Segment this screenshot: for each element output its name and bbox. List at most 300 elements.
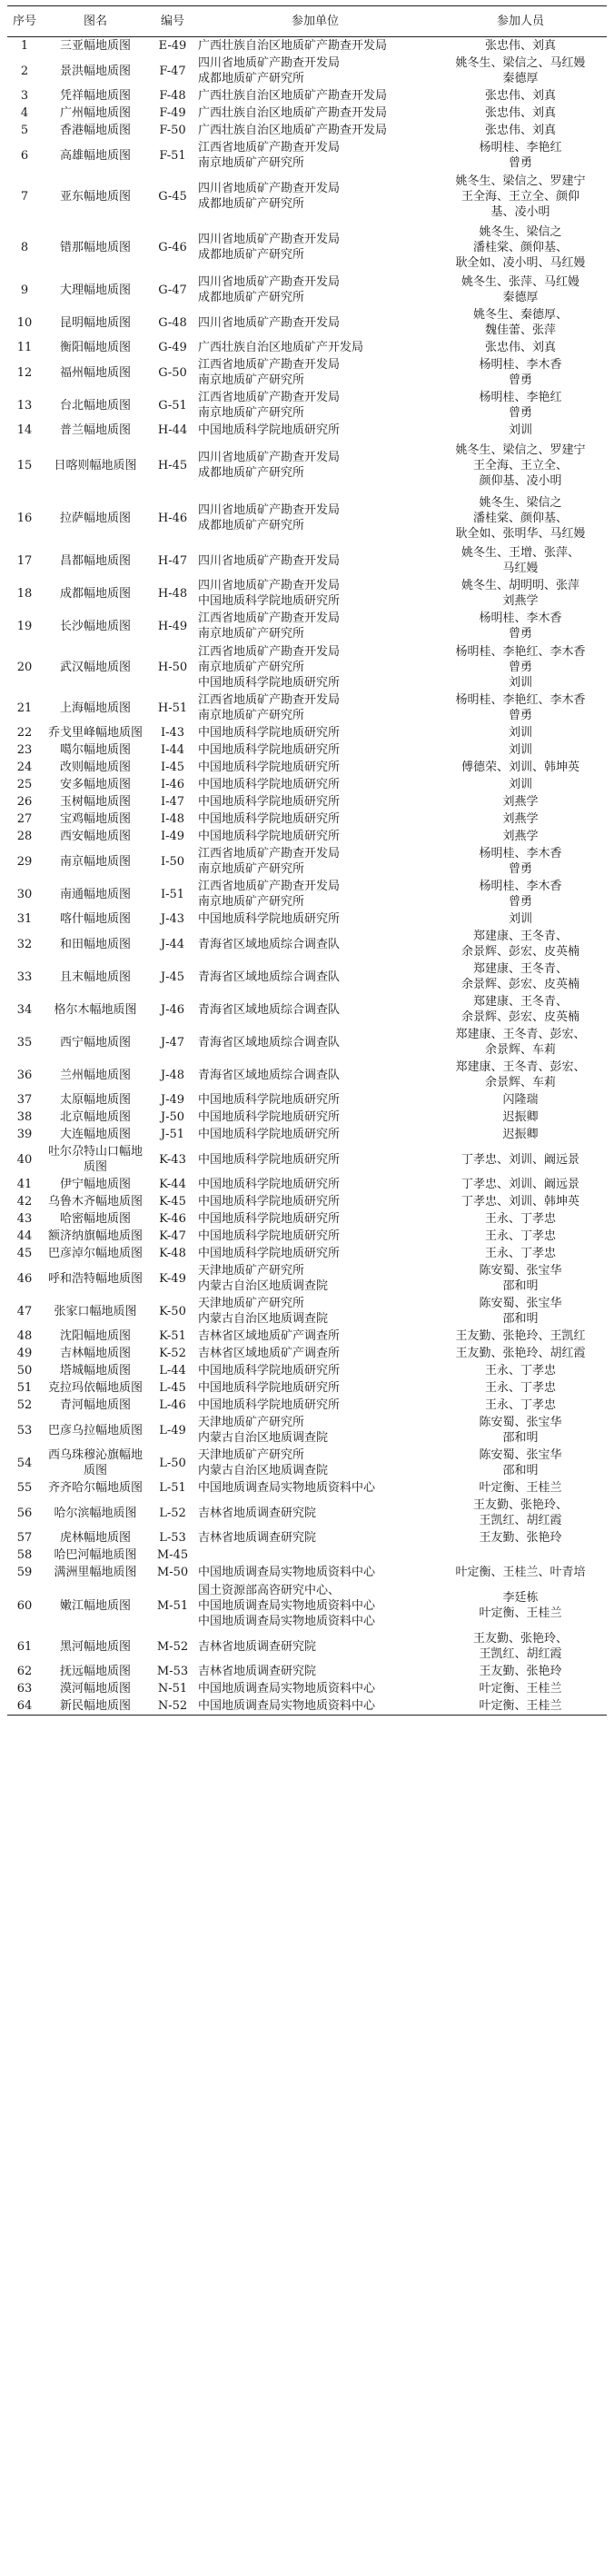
cell-people	[434, 691, 607, 724]
cell-line: 中国地质科学院地质研究所	[198, 1212, 341, 1226]
cell-line: 内蒙古自治区地质调查院	[198, 1431, 329, 1445]
cell-people	[434, 1362, 607, 1379]
cell-code: H-48	[157, 586, 188, 601]
cell-line: 姚冬生、王增、张萍、	[460, 546, 579, 560]
cell-people	[434, 610, 607, 642]
table-row	[7, 811, 607, 828]
cell-line: 乌鲁木齐幅地质图	[47, 1195, 143, 1208]
cell-unit	[196, 1026, 434, 1059]
cell-line: 台北幅地质图	[59, 398, 131, 413]
cell-no: 9	[20, 283, 29, 297]
table-body	[7, 37, 607, 1716]
cell-people	[434, 878, 607, 910]
cell-unit	[196, 1143, 434, 1176]
cell-line: 曾勇	[508, 627, 532, 641]
cell-people	[434, 1091, 607, 1109]
cell-line: 西安幅地质图	[59, 830, 131, 843]
cell-line: 闪隆瑞	[502, 1093, 539, 1107]
table-row	[7, 776, 607, 793]
cell-people	[434, 724, 607, 741]
cell-no: 33	[16, 970, 33, 984]
cell-people	[434, 1630, 607, 1663]
header-code: 编号	[149, 6, 196, 37]
cell-unit	[196, 845, 434, 878]
cell-no: 10	[16, 315, 33, 330]
cell-line: 余景辉、车莉	[484, 1043, 556, 1057]
cell-people	[434, 1328, 607, 1345]
cell-line: 哈密幅地质图	[59, 1212, 131, 1226]
cell-people	[434, 55, 607, 87]
cell-line: 陈安蜀、张宝华	[479, 1416, 562, 1429]
cell-map-name	[42, 339, 149, 356]
cell-line: 秦德厚	[502, 72, 539, 85]
cell-no: 14	[16, 423, 33, 437]
cell-line: 潘桂棠、颜仰基、	[472, 240, 568, 254]
cell-line: 叶定衡、王桂兰、叶青培	[455, 1566, 586, 1579]
cell-line: 乔戈里峰幅地质图	[47, 726, 143, 740]
cell-line: 广西壮族自治区地质矿产开发局	[198, 341, 364, 354]
cell-code: L-44	[159, 1364, 186, 1378]
cell-map-name	[42, 577, 149, 610]
table-row	[7, 642, 607, 691]
cell-line: 中国地质科学院地质研究所	[198, 812, 341, 826]
cell-code: K-51	[159, 1329, 186, 1343]
cell-line: 呼和浩特幅	[47, 1271, 107, 1286]
table-row	[7, 1479, 607, 1497]
cell-map-name	[42, 811, 149, 828]
table-row	[7, 845, 607, 878]
cell-map-name	[42, 172, 149, 221]
cell-line: 吉林省区域地质矿产调查所	[198, 1347, 341, 1360]
cell-line: 王友勤、张艳玲、	[472, 1498, 568, 1512]
table-row	[7, 492, 607, 544]
cell-no: 21	[16, 701, 33, 715]
cell-people	[434, 993, 607, 1026]
cell-map-name	[42, 1479, 149, 1497]
cell-code: L-52	[159, 1506, 186, 1520]
cell-people	[434, 1228, 607, 1245]
cell-no: 52	[16, 1398, 33, 1412]
cell-line: 日喀则幅地质图	[54, 458, 137, 472]
cell-line: 凭祥幅地质图	[59, 89, 131, 103]
cell-line: 郑建康、王冬青、彭宏、	[455, 1028, 586, 1041]
cell-unit	[196, 1680, 434, 1697]
table-row	[7, 960, 607, 993]
cell-line: 王全海、王立全、颜仰	[460, 189, 579, 204]
cell-line: 南通幅地质图	[59, 887, 131, 901]
cell-line: 地质图	[107, 1423, 144, 1437]
cell-no: 26	[16, 795, 33, 809]
cell-code: M-53	[156, 1665, 189, 1678]
table-row	[7, 1328, 607, 1345]
cell-line: 南京地质矿产研究所	[198, 406, 305, 420]
cell-line: 地质图	[83, 1448, 144, 1477]
cell-map-name	[42, 1680, 149, 1697]
cell-unit	[196, 1362, 434, 1379]
cell-line: 叶定衡、王桂兰	[479, 1481, 562, 1495]
cell-unit	[196, 642, 434, 691]
cell-line: 青海省区域地质综合调查队	[198, 1068, 341, 1082]
cell-code: I-47	[160, 795, 185, 809]
cell-map-name	[42, 793, 149, 811]
cell-line: 中国地质科学院地质研究所	[198, 1247, 341, 1260]
cell-line: 张忠伟、刘真	[484, 89, 556, 103]
table-row	[7, 1059, 607, 1091]
cell-line: 余景辉、彭宏、皮英楠	[460, 945, 579, 959]
table-row	[7, 1630, 607, 1663]
cell-line: 齐齐哈尔幅地质图	[47, 1481, 143, 1495]
cell-line: 丁孝忠、刘训、韩坤英	[460, 1195, 579, 1208]
cell-map-name	[42, 1026, 149, 1059]
cell-line: 曾勇	[508, 895, 532, 909]
table-row	[7, 691, 607, 724]
cell-line: 青海省区域地质综合调查队	[198, 1002, 341, 1017]
table-row	[7, 55, 607, 87]
cell-map-name	[42, 610, 149, 642]
cell-line: 江西省地质矿产勘查开发局	[198, 358, 341, 372]
cell-people	[434, 87, 607, 104]
cell-line: 张家口幅地质图	[54, 1304, 137, 1318]
cell-line: 昌都幅地质图	[59, 553, 131, 568]
cell-people	[434, 274, 607, 306]
cell-line: 四川省地质矿产勘查开发局	[198, 275, 341, 289]
cell-people	[434, 172, 607, 221]
cell-map-name	[42, 1414, 149, 1447]
cell-line: 成都地质矿产研究所	[198, 248, 305, 262]
cell-line: 满洲里幅地质图	[54, 1566, 137, 1579]
cell-line: 秦德厚	[502, 291, 539, 304]
cell-no: 28	[16, 830, 33, 843]
cell-line: 中国地质调查局实物地质资料中心	[198, 1614, 376, 1628]
cell-unit	[196, 306, 434, 339]
cell-map-name	[42, 1497, 149, 1529]
cell-no: 27	[16, 812, 33, 826]
cell-map-name	[42, 389, 149, 422]
header-unit: 参加单位	[196, 6, 434, 37]
cell-line: 吉林省地质调查研究院	[198, 1531, 317, 1545]
cell-line: 叶定衡、王桂兰	[479, 1699, 562, 1713]
cell-map-name	[42, 274, 149, 306]
table-row	[7, 306, 607, 339]
cell-line: 亚东幅地质图	[59, 189, 131, 204]
cell-code: F-47	[159, 64, 186, 78]
cell-code: F-49	[159, 106, 186, 120]
table-row	[7, 1143, 607, 1176]
cell-line: 四川省地质矿产勘查开发局	[198, 315, 341, 330]
cell-line: 王凯红、胡红霞	[479, 1647, 562, 1661]
table-row	[7, 828, 607, 845]
cell-map-name	[42, 1547, 149, 1564]
cell-line: 南京地质矿产研究所	[198, 627, 305, 641]
cell-line: 吉林幅地质图	[59, 1347, 131, 1360]
cell-unit	[196, 104, 434, 122]
cell-line: 吐尔尕特山口幅	[47, 1145, 131, 1159]
cell-no: 38	[16, 1110, 33, 1124]
cell-code: H-51	[157, 701, 188, 715]
cell-unit	[196, 993, 434, 1026]
cell-no: 35	[16, 1035, 33, 1049]
cell-line: 中国地质科学院地质研究所	[198, 830, 341, 843]
cell-unit	[196, 122, 434, 139]
cell-line: 刘训	[508, 743, 532, 757]
cell-line: 吉林省地质调查研究院	[198, 1665, 317, 1678]
cell-people	[434, 1193, 607, 1210]
cell-line: 姚冬生、胡明明、张萍	[460, 579, 579, 592]
cell-line: 刘训	[508, 778, 532, 791]
cell-line: 郑建康、王冬青、	[472, 962, 568, 976]
cell-unit	[196, 1497, 434, 1529]
cell-code: K-48	[159, 1247, 186, 1260]
cell-map-name	[42, 422, 149, 439]
cell-line: 成都地质矿产研究所	[198, 291, 305, 304]
cell-no: 17	[16, 553, 33, 568]
cell-line: 北京幅地质图	[59, 1110, 131, 1124]
cell-line: 四川省地质矿产勘查开发局	[198, 56, 341, 70]
header-no: 序号	[7, 6, 42, 37]
cell-no: 60	[16, 1598, 33, 1613]
cell-no: 44	[16, 1229, 33, 1243]
table-row	[7, 1109, 607, 1126]
cell-line: 天津地质矿产研究所	[198, 1448, 305, 1462]
cell-line: 中国地质科学院地质研究所	[198, 1110, 341, 1124]
cell-line: 江西省地质矿产勘查开发局	[198, 693, 341, 707]
cell-map-name	[42, 492, 149, 544]
cell-no: 18	[16, 586, 33, 601]
cell-line: 大连幅地质图	[59, 1128, 131, 1141]
cell-line: 姚冬生、梁信之	[479, 224, 562, 239]
header-row	[7, 6, 607, 37]
table-row	[7, 1262, 607, 1295]
cell-people	[434, 811, 607, 828]
cell-line: 江西省地质矿产勘查开发局	[198, 391, 341, 404]
cell-no: 32	[16, 937, 33, 951]
cell-map-name	[42, 1328, 149, 1345]
cell-line: 陈安蜀、张宝华	[479, 1264, 562, 1278]
cell-line: 四川省地质矿产勘查开发局	[198, 553, 341, 568]
cell-line: 刘训	[508, 726, 532, 740]
cell-line: 大理幅地质图	[59, 283, 131, 297]
cell-code: K-45	[159, 1195, 186, 1208]
cell-line: 喀什幅地质图	[59, 912, 131, 926]
cell-line: 兰州幅地质图	[59, 1068, 131, 1082]
cell-no: 15	[16, 458, 33, 472]
cell-code: K-47	[159, 1229, 186, 1243]
cell-people	[434, 928, 607, 960]
cell-line: 宝鸡幅地质图	[59, 812, 131, 826]
cell-people	[434, 104, 607, 122]
cell-line: 邵和明	[502, 1279, 539, 1293]
table-row	[7, 1547, 607, 1564]
cell-no: 58	[16, 1548, 33, 1562]
cell-line: 改则幅地质图	[59, 761, 131, 774]
cell-map-name	[42, 1143, 149, 1176]
cell-line: 中国地质科学院地质研究所	[198, 594, 341, 608]
cell-line: 颜仰基、凌小明	[479, 473, 562, 488]
cell-people	[434, 1379, 607, 1397]
cell-line: 郑建康、王冬青、	[472, 930, 568, 943]
cell-line: 额济纳旗幅地质图	[47, 1229, 143, 1243]
cell-line: 杨明桂、李艳红	[479, 141, 562, 154]
cell-map-name	[42, 104, 149, 122]
cell-no: 40	[16, 1152, 33, 1167]
cell-code: H-44	[157, 423, 188, 437]
cell-unit	[196, 172, 434, 221]
table-row	[7, 1362, 607, 1379]
cell-line: 中国地质调查局实物地质资料中心	[198, 1699, 376, 1713]
cell-code: J-48	[160, 1068, 185, 1082]
table-row	[7, 104, 607, 122]
table-row	[7, 87, 607, 104]
cell-line: 迟振卿	[502, 1110, 539, 1124]
cell-people	[434, 339, 607, 356]
cell-unit	[196, 793, 434, 811]
table-row	[7, 993, 607, 1026]
cell-line: 中国地质科学院地质研究所	[198, 1093, 341, 1107]
table-row	[7, 1245, 607, 1262]
table-row	[7, 339, 607, 356]
cell-unit	[196, 87, 434, 104]
cell-line: 杨明桂、李艳红	[479, 391, 562, 404]
header-name: 图名	[42, 6, 149, 37]
table-row	[7, 1379, 607, 1397]
cell-people	[434, 1529, 607, 1547]
cell-map-name	[42, 1529, 149, 1547]
cell-line: 抚远幅地质图	[59, 1665, 131, 1678]
cell-unit	[196, 878, 434, 910]
cell-line: 张忠伟、刘真	[484, 39, 556, 53]
cell-code: M-51	[156, 1598, 189, 1613]
cell-code: G-47	[158, 283, 187, 297]
cell-map-name	[42, 1091, 149, 1109]
cell-unit	[196, 422, 434, 439]
cell-line: 陈安蜀、张宝华	[479, 1297, 562, 1310]
table-row	[7, 928, 607, 960]
cell-line: 中国地质科学院地质研究所	[198, 1195, 341, 1208]
cell-map-name	[42, 759, 149, 776]
cell-map-name	[42, 1362, 149, 1379]
table-row	[7, 1529, 607, 1547]
cell-line: 成都地质矿产研究所	[198, 519, 305, 532]
cell-unit	[196, 928, 434, 960]
cell-line: 姚冬生、张萍、马红嫚	[460, 275, 579, 289]
cell-unit	[196, 1193, 434, 1210]
map-participants-table	[7, 5, 607, 1716]
cell-no: 61	[16, 1639, 33, 1654]
cell-line: 福州幅地质图	[59, 365, 131, 380]
table-row	[7, 389, 607, 422]
cell-line: 王永、丁孝忠	[484, 1381, 556, 1395]
cell-line: 中国地质科学院地质研究所	[198, 1128, 341, 1141]
cell-no: 63	[16, 1682, 33, 1696]
cell-line: 西宁幅地质图	[59, 1035, 131, 1049]
table-row	[7, 724, 607, 741]
cell-map-name	[42, 439, 149, 492]
cell-code: N-52	[149, 1697, 196, 1716]
cell-map-name	[42, 928, 149, 960]
cell-map-name	[42, 1210, 149, 1228]
cell-line: 余景辉、车莉	[484, 1076, 556, 1089]
cell-code: F-48	[159, 89, 186, 103]
cell-people	[434, 1497, 607, 1529]
cell-people	[434, 910, 607, 928]
cell-no: 16	[16, 511, 33, 525]
cell-line: 姚冬生、秦德厚、	[472, 308, 568, 322]
cell-line: 江西省地质矿产勘查开发局	[198, 847, 341, 860]
cell-people	[434, 1295, 607, 1328]
cell-people	[434, 1564, 607, 1581]
table-row	[7, 1680, 607, 1697]
cell-code: G-45	[158, 189, 187, 204]
cell-code: I-45	[160, 761, 185, 774]
table-row	[7, 1447, 607, 1479]
cell-line: 刘燕学	[502, 594, 539, 608]
cell-line: 广西壮族自治区地质矿产勘查开发局	[198, 124, 388, 137]
cell-no: 20	[16, 660, 33, 674]
cell-line: 塔城幅地质图	[59, 1364, 131, 1378]
cell-map-name	[42, 1447, 149, 1479]
cell-people	[434, 845, 607, 878]
cell-line: 邵和明	[502, 1312, 539, 1326]
cell-line: 吉林省地质调查研究院	[198, 1639, 317, 1654]
table-row	[7, 1228, 607, 1245]
cell-code: M-50	[156, 1566, 189, 1579]
cell-line: 巴彦淖尔幅地质图	[47, 1247, 143, 1260]
cell-line: 四川省地质矿产勘查开发局	[198, 182, 341, 195]
cell-line: 中国地质调查局实物地质资料中心	[198, 1566, 376, 1579]
cell-no: 3	[20, 89, 29, 103]
cell-unit	[196, 1295, 434, 1328]
cell-line: 中国地质调查局实物地质资料中心	[198, 1682, 376, 1696]
cell-unit	[196, 1564, 434, 1581]
cell-line: 格尔木幅地质图	[54, 1002, 137, 1017]
cell-line: 巴彦乌拉幅	[47, 1423, 107, 1437]
cell-code: G-46	[158, 240, 187, 254]
cell-people	[434, 1663, 607, 1680]
cell-no: 49	[16, 1347, 33, 1360]
cell-line: 广西壮族自治区地质矿产勘查开发局	[198, 39, 388, 53]
table-row	[7, 544, 607, 577]
cell-code: E-49	[158, 39, 187, 53]
cell-map-name	[42, 1581, 149, 1630]
cell-map-name	[42, 356, 149, 389]
cell-line: 广西壮族自治区地质矿产勘查开发局	[198, 89, 388, 103]
table-row	[7, 1295, 607, 1328]
cell-unit	[196, 759, 434, 776]
table-row	[7, 139, 607, 172]
cell-map-name	[42, 306, 149, 339]
cell-unit	[196, 828, 434, 845]
cell-people	[434, 1026, 607, 1059]
cell-line: 中国地质科学院地质研究所	[198, 778, 341, 791]
cell-unit	[196, 1547, 434, 1564]
cell-line: 和田幅地质图	[59, 937, 131, 951]
cell-people	[434, 828, 607, 845]
cell-no: 51	[16, 1381, 33, 1395]
cell-no: 23	[16, 743, 33, 757]
cell-line: 姚冬生、梁信之、马红嫚	[455, 56, 586, 70]
cell-line: 刘训	[508, 912, 532, 926]
cell-no: 43	[16, 1212, 33, 1226]
cell-line: 曾勇	[508, 156, 532, 170]
cell-unit	[196, 960, 434, 993]
cell-line: 中国地质科学院地质研究所	[198, 795, 341, 809]
cell-line: 内蒙古自治区地质调查院	[198, 1312, 329, 1326]
cell-map-name	[42, 828, 149, 845]
cell-map-name	[42, 1295, 149, 1328]
cell-people	[434, 139, 607, 172]
cell-map-name	[42, 642, 149, 691]
cell-line: 香港幅地质图	[59, 124, 131, 137]
